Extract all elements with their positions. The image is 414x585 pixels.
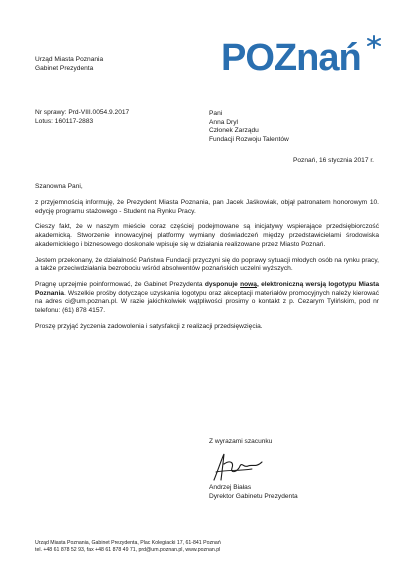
paragraph-5: Proszę przyjąć życzenia zadowolenia i satysfakcji z realizacji przedsięwzięcia. — [35, 322, 263, 330]
city-logo — [221, 32, 386, 78]
closing: Z wyrazami szacunku — [209, 438, 273, 445]
reference-block — [35, 109, 129, 126]
recipient-name: Anna Dryl — [209, 118, 238, 126]
signer-name: Andrzej Białas — [209, 484, 252, 491]
recipient-title: Pani — [209, 110, 223, 117]
letter-date: Poznań, 16 stycznia 2017 r. — [292, 157, 374, 164]
recipient-position: Członek Zarządu — [209, 127, 259, 135]
paragraph-2: Cieszy fakt, że w naszym mieście coraz częściej podejmowane są inicjatywy wspierające przedsiębiorczość akademicką. Stworzenie innowacyjnej platformy wymiany doświadczeń między przedstawicielami środowiska akademickiego i biznesowego doskonale wpisuje się w działania realizowane przez Miasto Poznań. — [35, 223, 379, 248]
signer-position: Dyrektor Gabinetu Prezydenta — [209, 492, 298, 500]
case-number: Nr sprawy: Prd-VIII.0054.9.2017 — [35, 109, 130, 116]
paragraph-4-intro: Pragnę uprzejmie poinformować, że Gabinet Prezydenta — [35, 280, 205, 288]
sender-block — [35, 56, 103, 73]
footer-contact: tel. +48 61 878 52 93, fax +48 61 878 49 71, prd@um.poznan.pl, www.poznan.pl — [35, 547, 221, 554]
sender-department: Gabinet Prezydenta — [35, 64, 94, 72]
logo-text: POZnań — [221, 37, 361, 78]
sender-office: Urząd Miasta Poznania — [35, 56, 104, 63]
paragraph-4 — [35, 281, 379, 316]
paragraph-1: z przyjemnością informuję, że Prezydent Miasta Poznania, pan Jacek Jaśkowiak, objął patronatem honorowym 10. edycję programu stażowego - Student na Rynku Pracy. — [35, 199, 379, 215]
paragraph-4-rest: . Wszelkie prośby dotyczące uzyskania logotypu oraz akceptacji materiałów promocyjnych należy kierować na adres ci@um.poznan.pl. W razie jakichkolwiek wątpliwości prosimy o kontakt z p. Cezarym Tylińskim, pod nr telefonu: (61) 878 4157. — [35, 289, 379, 315]
recipient-block — [209, 110, 289, 145]
signer-block — [209, 484, 298, 501]
salutation: Szanowna Pani, — [35, 183, 83, 190]
footer-address: Urząd Miasta Poznania, Gabinet Prezydenta, Plac Kolegiacki 17, 61-841 Poznań — [35, 540, 221, 546]
letter-body — [35, 199, 379, 338]
lotus-number: Lotus: 160117-2883 — [35, 117, 94, 125]
star-icon — [368, 36, 380, 48]
footer — [35, 540, 221, 555]
paragraph-3: Jestem przekonany, że działalność Państwa Fundacji przyczyni się do poprawy sytuacji młodych osób na rynku pracy, a także przeciwdziałania bezrobociu wśród absolwentów poznańskich uczelni wyższych. — [35, 256, 379, 273]
handwritten-signature — [208, 450, 268, 486]
paragraph-4-bold-underlined: nową — [240, 280, 257, 288]
recipient-organization: Fundacji Rozwoju Talentów — [209, 136, 289, 144]
paragraph-4-bold-2: , elektroniczną wersją logotypu Miasta Poznania — [35, 280, 379, 297]
paragraph-4-bold-1: dysponuje — [204, 280, 241, 288]
